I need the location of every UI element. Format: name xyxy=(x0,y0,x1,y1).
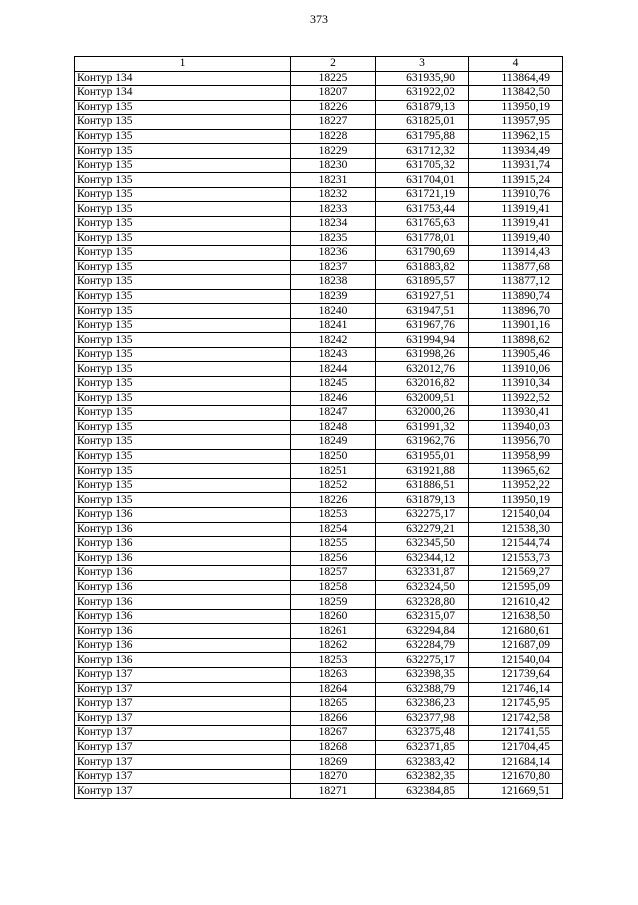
y-coordinate-cell: 113952,22 xyxy=(469,478,563,493)
x-coordinate-cell: 632324,50 xyxy=(376,580,469,595)
x-coordinate-cell: 632275,17 xyxy=(376,653,469,668)
x-coordinate-cell: 631790,69 xyxy=(376,246,469,261)
contour-name-cell: Контур 136 xyxy=(75,507,291,522)
y-coordinate-cell: 121741,55 xyxy=(469,726,563,741)
x-coordinate-cell: 631998,26 xyxy=(376,347,469,362)
y-coordinate-cell: 113877,12 xyxy=(469,275,563,290)
x-coordinate-cell: 631935,90 xyxy=(376,71,469,86)
y-coordinate-cell: 113919,40 xyxy=(469,231,563,246)
table-row xyxy=(75,537,563,552)
table-row xyxy=(75,464,563,479)
contour-name-cell: Контур 134 xyxy=(75,71,291,86)
point-number-cell: 18225 xyxy=(291,71,376,86)
point-number-cell: 18258 xyxy=(291,580,376,595)
point-number-cell: 18231 xyxy=(291,173,376,188)
x-coordinate-cell: 631765,63 xyxy=(376,217,469,232)
y-coordinate-cell: 113956,70 xyxy=(469,435,563,450)
table-row xyxy=(75,784,563,799)
contour-name-cell: Контур 136 xyxy=(75,609,291,624)
point-number-cell: 18244 xyxy=(291,362,376,377)
point-number-cell: 18234 xyxy=(291,217,376,232)
contour-name-cell: Контур 137 xyxy=(75,755,291,770)
table-row xyxy=(75,202,563,217)
table-row xyxy=(75,362,563,377)
y-coordinate-cell: 113890,74 xyxy=(469,289,563,304)
x-coordinate-cell: 632384,85 xyxy=(376,784,469,799)
y-coordinate-cell: 121669,51 xyxy=(469,784,563,799)
table-row xyxy=(75,653,563,668)
x-coordinate-cell: 631921,88 xyxy=(376,464,469,479)
point-number-cell: 18254 xyxy=(291,522,376,537)
y-coordinate-cell: 121610,42 xyxy=(469,595,563,610)
x-coordinate-cell: 632371,85 xyxy=(376,740,469,755)
contour-name-cell: Контур 136 xyxy=(75,580,291,595)
contour-name-cell: Контур 135 xyxy=(75,129,291,144)
y-coordinate-cell: 121569,27 xyxy=(469,566,563,581)
x-coordinate-cell: 632375,48 xyxy=(376,726,469,741)
point-number-cell: 18250 xyxy=(291,449,376,464)
x-coordinate-cell: 632377,98 xyxy=(376,711,469,726)
contour-name-cell: Контур 135 xyxy=(75,391,291,406)
y-coordinate-cell: 113914,43 xyxy=(469,246,563,261)
contour-name-cell: Контур 135 xyxy=(75,464,291,479)
point-number-cell: 18253 xyxy=(291,653,376,668)
point-number-cell: 18253 xyxy=(291,507,376,522)
table-row xyxy=(75,697,563,712)
point-number-cell: 18236 xyxy=(291,246,376,261)
table-row xyxy=(75,144,563,159)
y-coordinate-cell: 113957,95 xyxy=(469,115,563,130)
x-coordinate-cell: 631712,32 xyxy=(376,144,469,159)
table-row xyxy=(75,711,563,726)
contour-name-cell: Контур 136 xyxy=(75,551,291,566)
contour-name-cell: Контур 135 xyxy=(75,246,291,261)
table-row xyxy=(75,667,563,682)
x-coordinate-cell: 632345,50 xyxy=(376,537,469,552)
contour-name-cell: Контур 135 xyxy=(75,318,291,333)
x-coordinate-cell: 631955,01 xyxy=(376,449,469,464)
y-coordinate-cell: 121540,04 xyxy=(469,507,563,522)
contour-name-cell: Контур 136 xyxy=(75,595,291,610)
point-number-cell: 18251 xyxy=(291,464,376,479)
table-row xyxy=(75,522,563,537)
point-number-cell: 18232 xyxy=(291,187,376,202)
x-coordinate-cell: 631922,02 xyxy=(376,86,469,101)
point-number-cell: 18239 xyxy=(291,289,376,304)
x-coordinate-cell: 631895,57 xyxy=(376,275,469,290)
contour-name-cell: Контур 135 xyxy=(75,362,291,377)
contour-name-cell: Контур 137 xyxy=(75,667,291,682)
y-coordinate-cell: 113910,76 xyxy=(469,187,563,202)
column-header-3: 3 xyxy=(376,57,469,72)
contour-name-cell: Контур 137 xyxy=(75,769,291,784)
x-coordinate-cell: 631883,82 xyxy=(376,260,469,275)
table-row xyxy=(75,449,563,464)
y-coordinate-cell: 121595,09 xyxy=(469,580,563,595)
point-number-cell: 18265 xyxy=(291,697,376,712)
x-coordinate-cell: 631994,94 xyxy=(376,333,469,348)
y-coordinate-cell: 113864,49 xyxy=(469,71,563,86)
point-number-cell: 18246 xyxy=(291,391,376,406)
table-row xyxy=(75,289,563,304)
table-row xyxy=(75,595,563,610)
table-row xyxy=(75,435,563,450)
x-coordinate-cell: 632388,79 xyxy=(376,682,469,697)
point-number-cell: 18226 xyxy=(291,493,376,508)
coordinates-table xyxy=(74,56,563,799)
x-coordinate-cell: 632294,84 xyxy=(376,624,469,639)
table-row xyxy=(75,158,563,173)
contour-name-cell: Контур 135 xyxy=(75,478,291,493)
point-number-cell: 18237 xyxy=(291,260,376,275)
point-number-cell: 18247 xyxy=(291,406,376,421)
table-row xyxy=(75,580,563,595)
contour-name-cell: Контур 135 xyxy=(75,231,291,246)
table-row xyxy=(75,624,563,639)
point-number-cell: 18228 xyxy=(291,129,376,144)
contour-name-cell: Контур 136 xyxy=(75,653,291,668)
x-coordinate-cell: 632382,35 xyxy=(376,769,469,784)
y-coordinate-cell: 113965,62 xyxy=(469,464,563,479)
y-coordinate-cell: 113896,70 xyxy=(469,304,563,319)
table-row xyxy=(75,682,563,697)
y-coordinate-cell: 121742,58 xyxy=(469,711,563,726)
contour-name-cell: Контур 135 xyxy=(75,202,291,217)
x-coordinate-cell: 632344,12 xyxy=(376,551,469,566)
table-row xyxy=(75,377,563,392)
x-coordinate-cell: 631753,44 xyxy=(376,202,469,217)
point-number-cell: 18242 xyxy=(291,333,376,348)
contour-name-cell: Контур 135 xyxy=(75,158,291,173)
point-number-cell: 18264 xyxy=(291,682,376,697)
point-number-cell: 18256 xyxy=(291,551,376,566)
point-number-cell: 18268 xyxy=(291,740,376,755)
point-number-cell: 18249 xyxy=(291,435,376,450)
point-number-cell: 18257 xyxy=(291,566,376,581)
y-coordinate-cell: 113930,41 xyxy=(469,406,563,421)
y-coordinate-cell: 121684,14 xyxy=(469,755,563,770)
contour-name-cell: Контур 137 xyxy=(75,697,291,712)
contour-name-cell: Контур 136 xyxy=(75,624,291,639)
contour-name-cell: Контур 135 xyxy=(75,275,291,290)
point-number-cell: 18235 xyxy=(291,231,376,246)
x-coordinate-cell: 631721,19 xyxy=(376,187,469,202)
table-row xyxy=(75,420,563,435)
contour-name-cell: Контур 135 xyxy=(75,435,291,450)
contour-name-cell: Контур 135 xyxy=(75,304,291,319)
x-coordinate-cell: 631886,51 xyxy=(376,478,469,493)
table-row xyxy=(75,86,563,101)
contour-name-cell: Контур 135 xyxy=(75,333,291,348)
y-coordinate-cell: 121670,80 xyxy=(469,769,563,784)
table-row xyxy=(75,275,563,290)
x-coordinate-cell: 631795,88 xyxy=(376,129,469,144)
table-row xyxy=(75,304,563,319)
point-number-cell: 18243 xyxy=(291,347,376,362)
y-coordinate-cell: 113962,15 xyxy=(469,129,563,144)
y-coordinate-cell: 121544,74 xyxy=(469,537,563,552)
y-coordinate-cell: 113915,24 xyxy=(469,173,563,188)
column-header-4: 4 xyxy=(469,57,563,72)
point-number-cell: 18233 xyxy=(291,202,376,217)
contour-name-cell: Контур 136 xyxy=(75,537,291,552)
table-row xyxy=(75,115,563,130)
y-coordinate-cell: 113905,46 xyxy=(469,347,563,362)
contour-name-cell: Контур 135 xyxy=(75,187,291,202)
point-number-cell: 18230 xyxy=(291,158,376,173)
x-coordinate-cell: 632328,80 xyxy=(376,595,469,610)
table-row xyxy=(75,318,563,333)
y-coordinate-cell: 113931,74 xyxy=(469,158,563,173)
x-coordinate-cell: 632398,35 xyxy=(376,667,469,682)
table-row xyxy=(75,406,563,421)
table-row xyxy=(75,726,563,741)
x-coordinate-cell: 631962,76 xyxy=(376,435,469,450)
y-coordinate-cell: 121538,30 xyxy=(469,522,563,537)
contour-name-cell: Контур 136 xyxy=(75,638,291,653)
x-coordinate-cell: 632284,79 xyxy=(376,638,469,653)
point-number-cell: 18270 xyxy=(291,769,376,784)
y-coordinate-cell: 121739,64 xyxy=(469,667,563,682)
x-coordinate-cell: 632009,51 xyxy=(376,391,469,406)
table-row xyxy=(75,769,563,784)
contour-name-cell: Контур 135 xyxy=(75,347,291,362)
y-coordinate-cell: 121746,14 xyxy=(469,682,563,697)
y-coordinate-cell: 113919,41 xyxy=(469,202,563,217)
contour-name-cell: Контур 137 xyxy=(75,740,291,755)
contour-name-cell: Контур 135 xyxy=(75,420,291,435)
x-coordinate-cell: 632315,07 xyxy=(376,609,469,624)
table-row xyxy=(75,333,563,348)
contour-name-cell: Контур 137 xyxy=(75,682,291,697)
contour-name-cell: Контур 135 xyxy=(75,449,291,464)
table-row xyxy=(75,493,563,508)
x-coordinate-cell: 631967,76 xyxy=(376,318,469,333)
table-row xyxy=(75,755,563,770)
y-coordinate-cell: 113877,68 xyxy=(469,260,563,275)
y-coordinate-cell: 121553,73 xyxy=(469,551,563,566)
contour-name-cell: Контур 136 xyxy=(75,566,291,581)
point-number-cell: 18262 xyxy=(291,638,376,653)
x-coordinate-cell: 631825,01 xyxy=(376,115,469,130)
y-coordinate-cell: 113934,49 xyxy=(469,144,563,159)
contour-name-cell: Контур 137 xyxy=(75,784,291,799)
contour-name-cell: Контур 135 xyxy=(75,260,291,275)
x-coordinate-cell: 632383,42 xyxy=(376,755,469,770)
table-row xyxy=(75,566,563,581)
contour-name-cell: Контур 135 xyxy=(75,217,291,232)
y-coordinate-cell: 113922,52 xyxy=(469,391,563,406)
point-number-cell: 18260 xyxy=(291,609,376,624)
table-row xyxy=(75,187,563,202)
y-coordinate-cell: 121680,61 xyxy=(469,624,563,639)
point-number-cell: 18252 xyxy=(291,478,376,493)
y-coordinate-cell: 113910,34 xyxy=(469,377,563,392)
table-row xyxy=(75,609,563,624)
y-coordinate-cell: 113940,03 xyxy=(469,420,563,435)
x-coordinate-cell: 632012,76 xyxy=(376,362,469,377)
point-number-cell: 18266 xyxy=(291,711,376,726)
table-row xyxy=(75,173,563,188)
contour-name-cell: Контур 135 xyxy=(75,144,291,159)
x-coordinate-cell: 631879,13 xyxy=(376,493,469,508)
x-coordinate-cell: 631778,01 xyxy=(376,231,469,246)
table-row xyxy=(75,478,563,493)
contour-name-cell: Контур 135 xyxy=(75,377,291,392)
contour-name-cell: Контур 137 xyxy=(75,711,291,726)
x-coordinate-cell: 632279,21 xyxy=(376,522,469,537)
point-number-cell: 18238 xyxy=(291,275,376,290)
y-coordinate-cell: 121704,45 xyxy=(469,740,563,755)
x-coordinate-cell: 631879,13 xyxy=(376,100,469,115)
y-coordinate-cell: 113901,16 xyxy=(469,318,563,333)
x-coordinate-cell: 631991,32 xyxy=(376,420,469,435)
table-body xyxy=(75,71,563,798)
table-row xyxy=(75,391,563,406)
point-number-cell: 18271 xyxy=(291,784,376,799)
table-row xyxy=(75,740,563,755)
x-coordinate-cell: 632016,82 xyxy=(376,377,469,392)
contour-name-cell: Контур 135 xyxy=(75,173,291,188)
y-coordinate-cell: 113919,41 xyxy=(469,217,563,232)
table-header-row xyxy=(75,57,563,72)
x-coordinate-cell: 631927,51 xyxy=(376,289,469,304)
point-number-cell: 18248 xyxy=(291,420,376,435)
point-number-cell: 18267 xyxy=(291,726,376,741)
table-row xyxy=(75,507,563,522)
point-number-cell: 18255 xyxy=(291,537,376,552)
column-header-1: 1 xyxy=(75,57,291,72)
x-coordinate-cell: 631947,51 xyxy=(376,304,469,319)
point-number-cell: 18229 xyxy=(291,144,376,159)
contour-name-cell: Контур 135 xyxy=(75,289,291,304)
contour-name-cell: Контур 136 xyxy=(75,522,291,537)
y-coordinate-cell: 121638,50 xyxy=(469,609,563,624)
y-coordinate-cell: 113898,62 xyxy=(469,333,563,348)
table-row xyxy=(75,246,563,261)
y-coordinate-cell: 113910,06 xyxy=(469,362,563,377)
point-number-cell: 18269 xyxy=(291,755,376,770)
y-coordinate-cell: 113842,50 xyxy=(469,86,563,101)
x-coordinate-cell: 631704,01 xyxy=(376,173,469,188)
contour-name-cell: Контур 134 xyxy=(75,86,291,101)
y-coordinate-cell: 121745,95 xyxy=(469,697,563,712)
point-number-cell: 18227 xyxy=(291,115,376,130)
contour-name-cell: Контур 135 xyxy=(75,115,291,130)
point-number-cell: 18245 xyxy=(291,377,376,392)
table-row xyxy=(75,217,563,232)
point-number-cell: 18207 xyxy=(291,86,376,101)
table-row xyxy=(75,551,563,566)
table-row xyxy=(75,129,563,144)
table-row xyxy=(75,231,563,246)
point-number-cell: 18259 xyxy=(291,595,376,610)
table-row xyxy=(75,71,563,86)
point-number-cell: 18226 xyxy=(291,100,376,115)
x-coordinate-cell: 631705,32 xyxy=(376,158,469,173)
x-coordinate-cell: 632000,26 xyxy=(376,406,469,421)
x-coordinate-cell: 632386,23 xyxy=(376,697,469,712)
table-row xyxy=(75,100,563,115)
table-row xyxy=(75,347,563,362)
point-number-cell: 18261 xyxy=(291,624,376,639)
contour-name-cell: Контур 137 xyxy=(75,726,291,741)
table-row xyxy=(75,260,563,275)
table-row xyxy=(75,638,563,653)
x-coordinate-cell: 632275,17 xyxy=(376,507,469,522)
y-coordinate-cell: 121687,09 xyxy=(469,638,563,653)
page-number: 373 xyxy=(310,12,328,26)
y-coordinate-cell: 121540,04 xyxy=(469,653,563,668)
contour-name-cell: Контур 135 xyxy=(75,100,291,115)
contour-name-cell: Контур 135 xyxy=(75,406,291,421)
column-header-2: 2 xyxy=(291,57,376,72)
point-number-cell: 18241 xyxy=(291,318,376,333)
y-coordinate-cell: 113950,19 xyxy=(469,493,563,508)
point-number-cell: 18263 xyxy=(291,667,376,682)
point-number-cell: 18240 xyxy=(291,304,376,319)
y-coordinate-cell: 113958,99 xyxy=(469,449,563,464)
x-coordinate-cell: 632331,87 xyxy=(376,566,469,581)
contour-name-cell: Контур 135 xyxy=(75,493,291,508)
y-coordinate-cell: 113950,19 xyxy=(469,100,563,115)
